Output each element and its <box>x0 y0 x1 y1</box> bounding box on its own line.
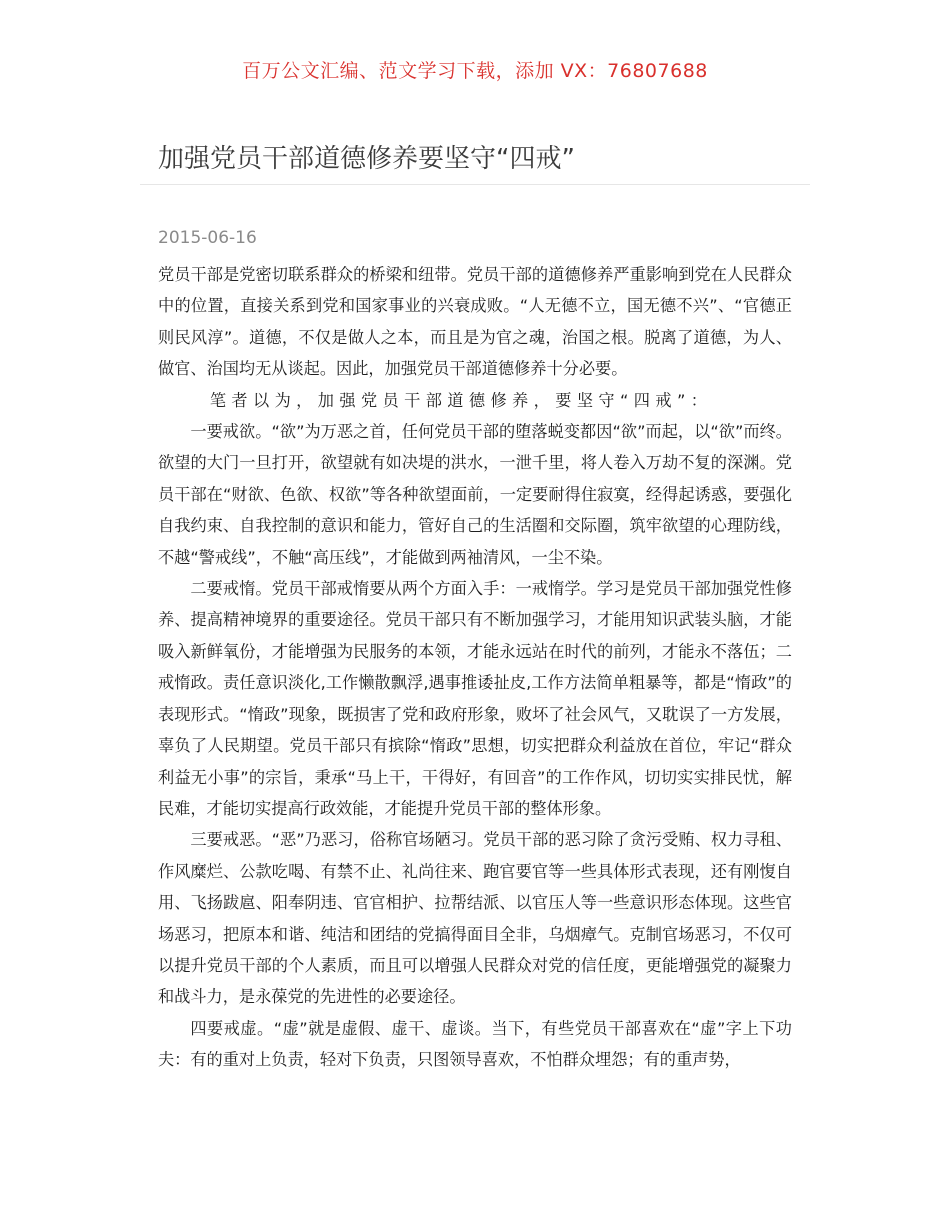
title-divider <box>140 184 810 185</box>
paragraph-laziness: 二要戒惰。党员干部戒惰要从两个方面入手：一戒惰学。学习是党员干部加强党性修养、提高精神境界的重要途径。党员干部只有不断加强学习，才能用知识武装头脑，才能吸入新鲜氧份，才能增强为民服务的本领，才能永远站在时代的前列，才能永不落伍；二戒惰政。责任意识淡化,工作懒散飘浮,遇事推诿扯皮,工作方法简单粗暴等，都是“惰政”的表现形式。“惰政”现象，既损害了党和政府形象，败坏了社会风气，又耽误了一方发展，辜负了人民期望。党员干部只有摈除“惰政”思想，切实把群众利益放在首位，牢记“群众利益无小事”的宗旨，秉承“马上干，干得好，有回音”的工作作风，切切实实排民忧，解民难，才能切实提高行政效能，才能提升党员干部的整体形象。 <box>158 579 792 818</box>
paragraph-vice: 三要戒恶。“恶”乃恶习，俗称官场陋习。党员干部的恶习除了贪污受贿、权力寻租、作风糜烂、公款吃喝、有禁不止、礼尚往来、跑官要官等一些具体形式表现，还有刚愎自用、飞扬跋扈、阳奉阴违、官官相护、拉帮结派、以官压人等一些意识形态体现。这些官场恶习，把原本和谐、纯洁和团结的党搞得面目全非，乌烟瘴气。克制官场恶习，不仅可以提升党员干部的个人素质，而且可以增强人民群众对党的信任度，更能增强党的凝聚力和战斗力，是永葆党的先进性的必要途径。 <box>158 830 792 1007</box>
publish-date: 2015-06-16 <box>158 228 257 248</box>
header-banner: 百万公文汇编、范文学习下载，添加 VX：76807688 <box>242 60 708 82</box>
article-title: 加强党员干部道德修养要坚守“四戒” <box>158 144 575 174</box>
paragraph-intro: 党员干部是党密切联系群众的桥梁和纽带。党员干部的道德修养严重影响到党在人民群众中的位置，直接关系到党和国家事业的兴衰成败。“人无德不立，国无德不兴”、“官德正则民风淳”。道德，不仅是做人之本，而且是为官之魂，治国之根。脱离了道德，为人、做官、治国均无从谈起。因此，加强党员干部道德修养十分必要。 <box>158 265 792 379</box>
paragraph-desire: 一要戒欲。“欲”为万恶之首，任何党员干部的堕落蜕变都因“欲”而起，以“欲”而终。欲望的大门一旦打开，欲望就有如决堤的洪水，一泄千里，将人卷入万劫不复的深渊。党员干部在“财欲、色欲、权欲”等各种欲望面前，一定要耐得住寂寞，经得起诱惑，要强化自我约束、自我控制的意识和能力，管好自己的生活圈和交际圈，筑牢欲望的心理防线，不越“警戒线”，不触“高压线”，才能做到两袖清风，一尘不染。 <box>158 422 792 567</box>
paragraph-lead: 笔者以为，加强党员干部道德修养，要坚守“四戒”： <box>209 390 713 410</box>
article-body <box>158 259 792 1076</box>
paragraph-falsehood: 四要戒虚。“虚”就是虚假、虚干、虚谈。当下，有些党员干部喜欢在“虚”字上下功夫：有的重对上负责，轻对下负责，只图领导喜欢，不怕群众埋怨；有的重声势， <box>158 1018 792 1070</box>
